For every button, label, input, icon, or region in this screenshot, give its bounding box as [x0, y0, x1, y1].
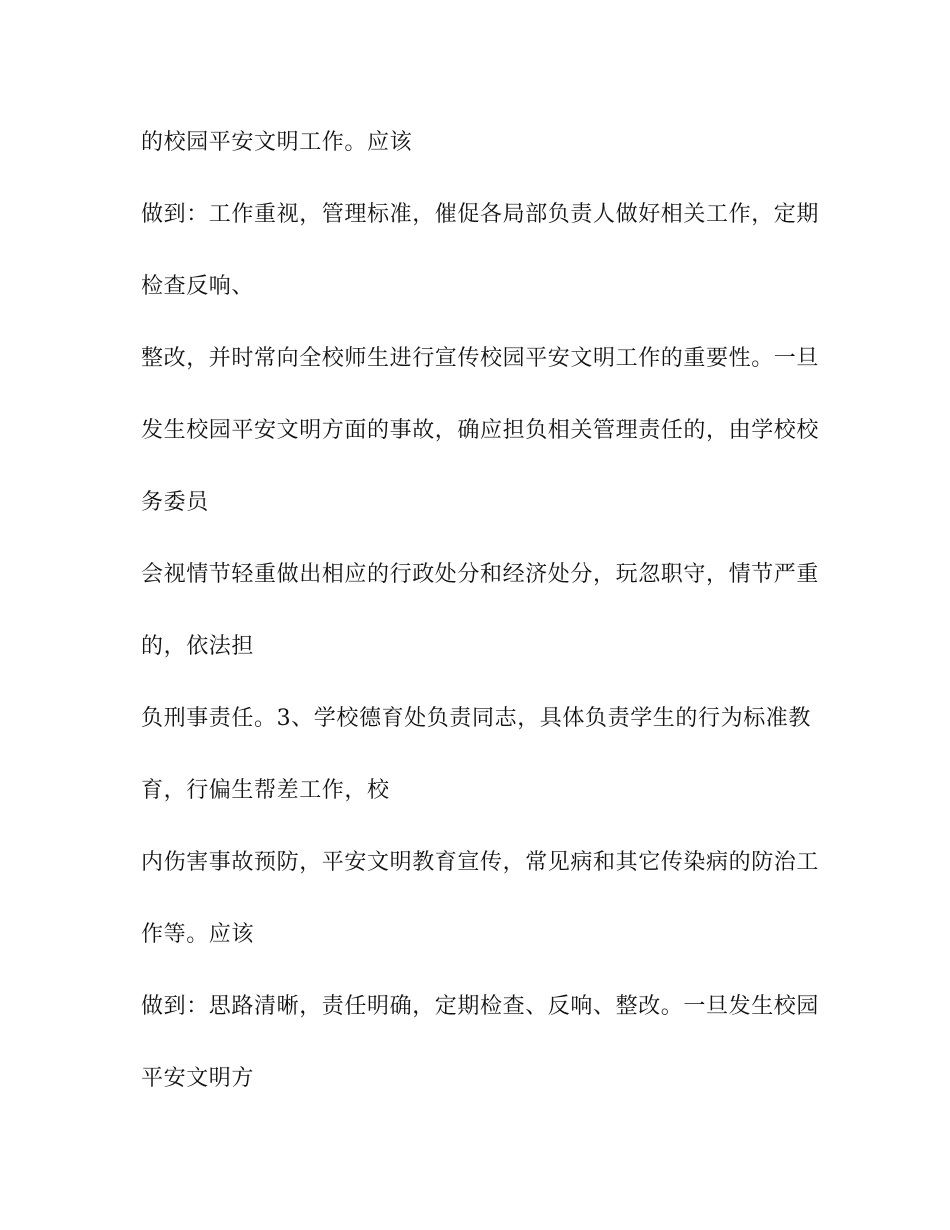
text-line: 作等。应该 — [141, 922, 255, 947]
text-line: 整改，并时常向全校师生进行宣传校园平安文明工作的重要性。一旦 — [141, 346, 820, 371]
text-line: 做到：思路清晰，责任明确，定期检查、反响、整改。一旦发生校园 — [141, 994, 820, 1019]
text-line: 会视情节轻重做出相应的行政处分和经济处分，玩忽职守，情节严重 — [141, 562, 820, 587]
text-line: 负刑事责任。3、学校德育处负责同志，具体负责学生的行为标准教 — [141, 706, 811, 731]
text-line: 务委员 — [141, 490, 209, 515]
text-line: 内伤害事故预防，平安文明教育宣传，常见病和其它传染病的防治工 — [141, 850, 820, 875]
text-line: 平安文明方 — [141, 1066, 255, 1091]
text-line: 发生校园平安文明方面的事故，确应担负相关管理责任的，由学校校 — [141, 418, 820, 443]
text-line: 检查反响、 — [141, 274, 255, 299]
text-line: 的，依法担 — [141, 634, 255, 659]
text-line: 做到：工作重视，管理标准，催促各局部负责人做好相关工作，定期 — [141, 202, 820, 227]
body-text — [141, 120, 821, 1128]
text-line: 的校园平安文明工作。应该 — [141, 130, 413, 155]
text-line: 育，行偏生帮差工作，校 — [141, 778, 390, 803]
